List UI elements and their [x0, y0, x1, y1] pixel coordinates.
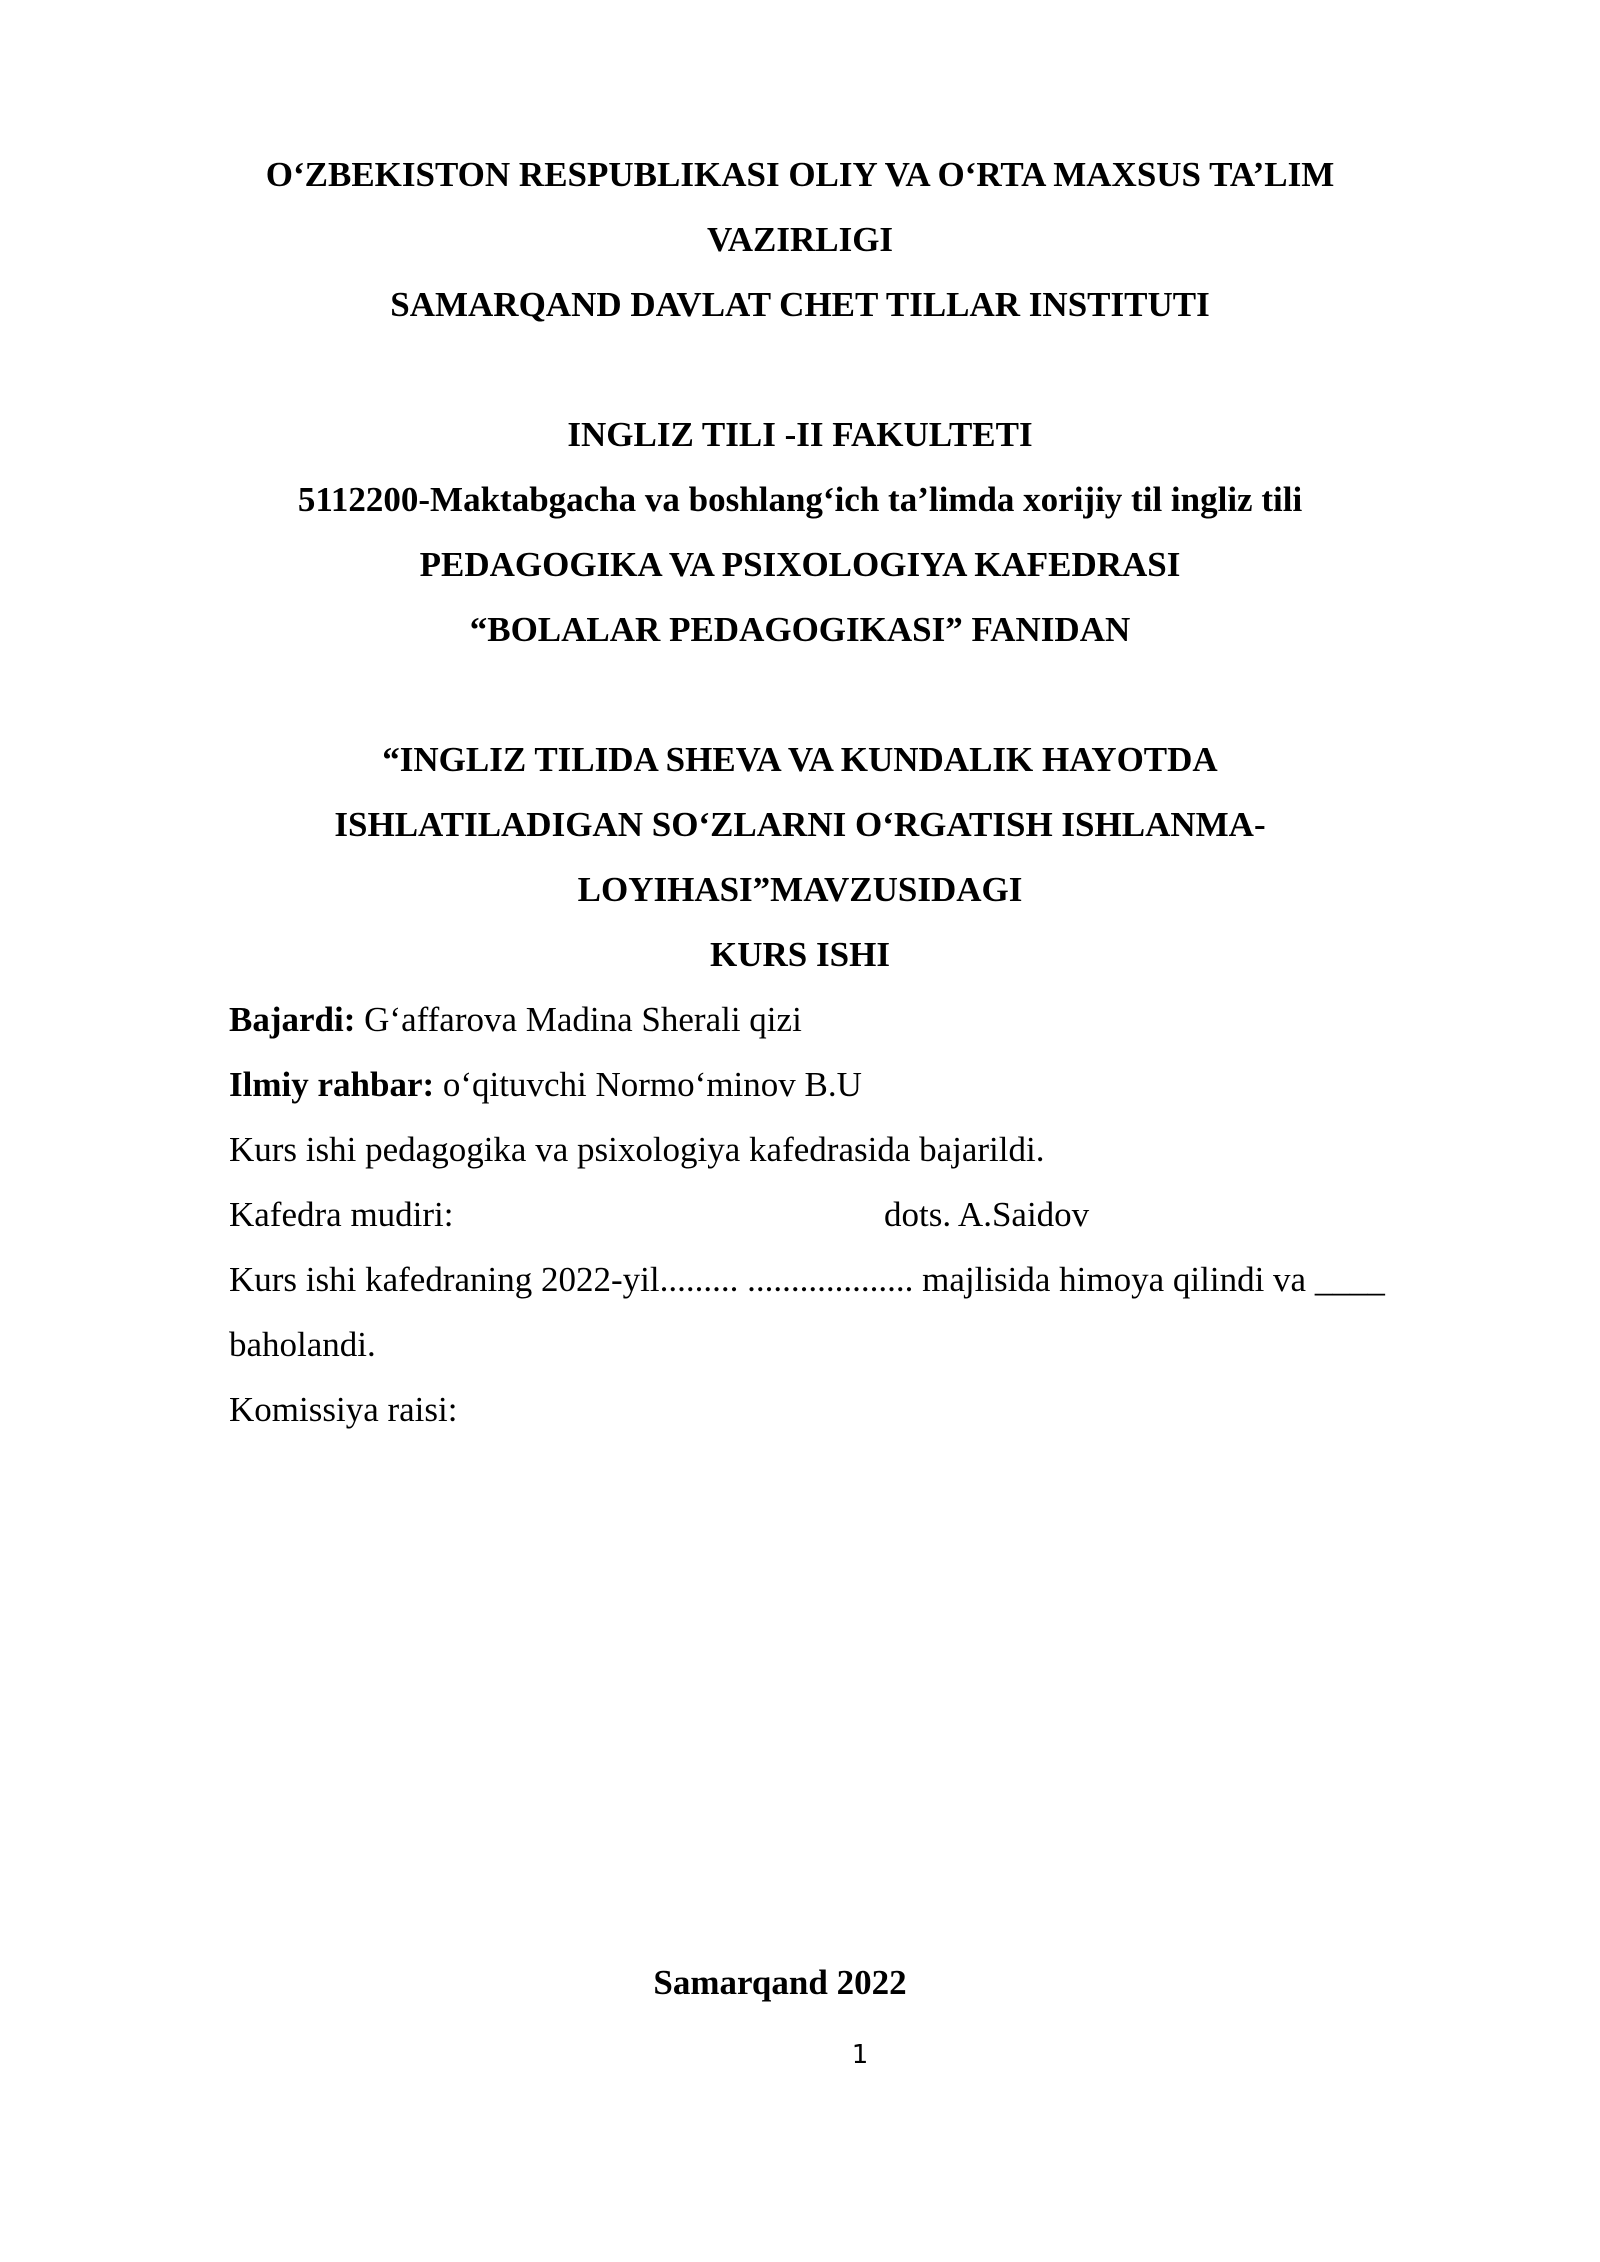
institute-name: SAMARQAND DAVLAT CHET TILLAR INSTITUTI: [390, 285, 1210, 324]
title-header: [0, 142, 1600, 337]
performer-label: Bajardi:: [229, 1000, 356, 1039]
specialty: 5112200-Maktabgacha va boshlang‘ich ta’limda xorijiy til ingliz tili: [297, 480, 1303, 519]
performer-row: [229, 987, 1529, 1052]
performer-value: G‘affarova Madina Sherali qizi: [355, 1000, 802, 1039]
department-head-row: [229, 1182, 1529, 1247]
completion-note: Kurs ishi pedagogika va psixologiya kafedrasida bajarildi.: [229, 1130, 1045, 1169]
defense-line-1: Kurs ishi kafedraning 2022-yil......... ................... majlisida himoya qilindi va ____: [229, 1260, 1385, 1299]
topic-line-1: “INGLIZ TILIDA SHEVA VA KUNDALIK HAYOTDA: [382, 740, 1218, 779]
topic-block: [0, 727, 1600, 987]
faculty-name: INGLIZ TILI -II FAKULTETI: [567, 415, 1033, 454]
supervisor-row: [229, 1052, 1529, 1117]
department-head-label: Kafedra mudiri:: [229, 1195, 454, 1234]
defense-line-2: baholandi.: [229, 1325, 376, 1364]
commission-chair-label: Komissiya raisi:: [229, 1390, 458, 1429]
city-year: Samarqand 2022: [653, 1963, 907, 2002]
topic-line-2: ISHLATILADIGAN SO‘ZLARNI O‘RGATISH ISHLANMA-: [334, 805, 1266, 844]
page-number: 1: [851, 2040, 869, 2070]
info-block: [229, 987, 1529, 1442]
faculty-block: [0, 402, 1600, 662]
subject-name: “BOLALAR PEDAGOGIKASI” FANIDAN: [469, 610, 1131, 649]
ministry-line-1: O‘ZBEKISTON RESPUBLIKASI OLIY VA O‘RTA MAXSUS TA’LIM: [265, 155, 1335, 194]
supervisor-value: o‘qituvchi Normo‘minov B.U: [434, 1065, 862, 1104]
topic-line-3: LOYIHASI”MAVZUSIDAGI: [577, 870, 1023, 909]
work-type: KURS ISHI: [710, 935, 890, 974]
department-name: PEDAGOGIKA VA PSIXOLOGIYA KAFEDRASI: [419, 545, 1181, 584]
department-head-value: dots. A.Saidov: [884, 1195, 1090, 1234]
ministry-line-2: VAZIRLIGI: [706, 220, 894, 259]
supervisor-label: Ilmiy rahbar:: [229, 1065, 435, 1104]
